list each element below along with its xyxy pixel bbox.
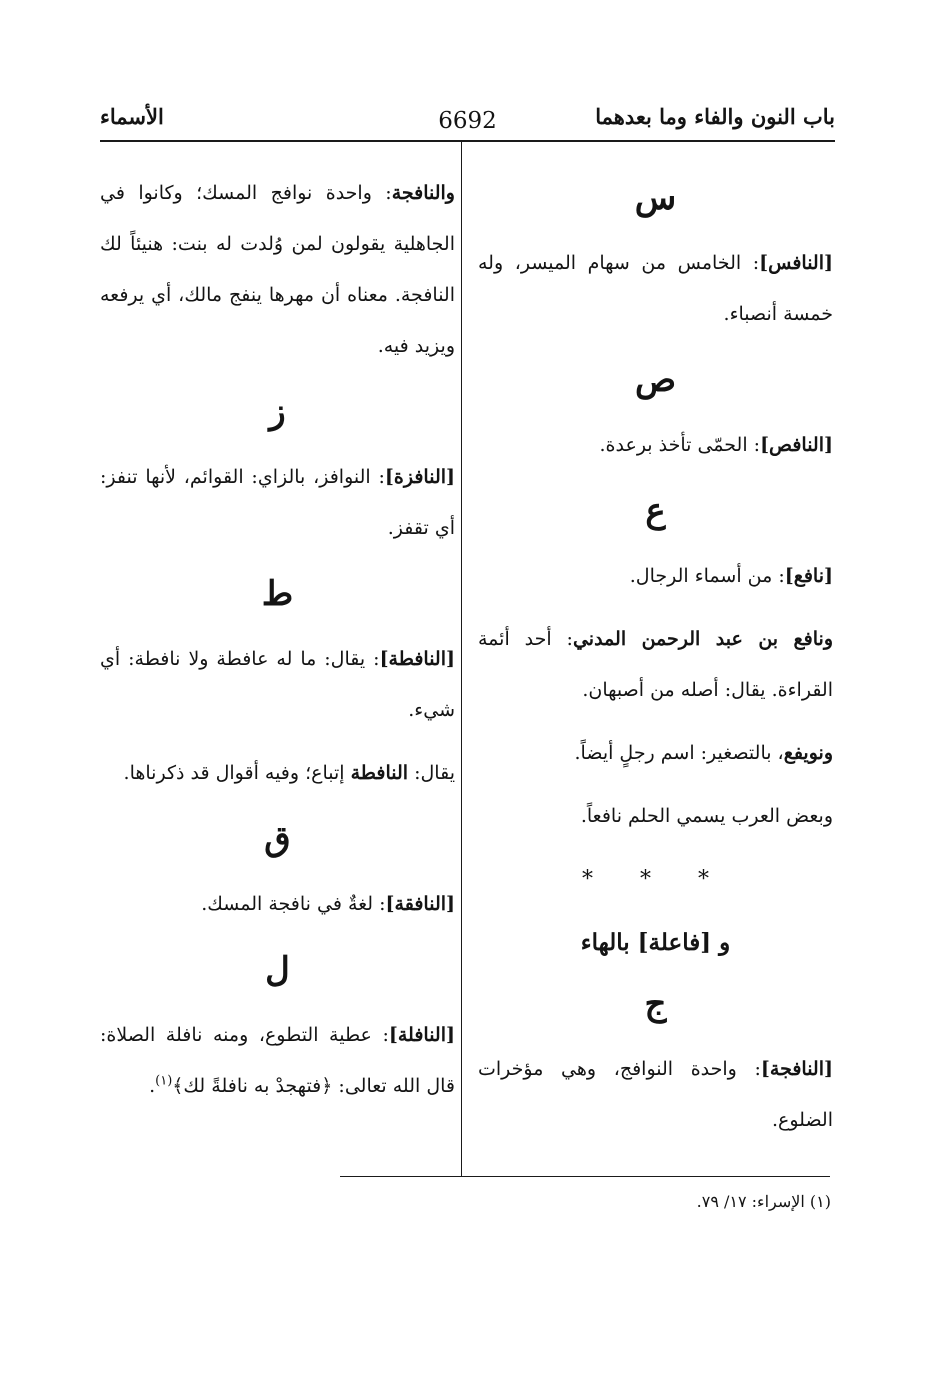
entry-keyword: [نافع] (784, 565, 833, 587)
header-rule (100, 140, 835, 142)
entry-nafija (478, 1044, 833, 1146)
section-title: الأسماء (100, 104, 164, 129)
page-number: 6692 (438, 108, 497, 134)
entry-text: : واحدة النوافج، وهي مؤخرات الضلوع. (478, 1058, 833, 1131)
entry-text: : النوافز، بالزاي: القوائم، لأنها تنفز: أي تقفز. (100, 466, 455, 539)
entry-nafis (478, 238, 833, 340)
entry-text: : أحد أئمة القراءة. يقال: أصله من أصبهان. (478, 628, 833, 701)
entry-nuwaifi (478, 728, 833, 779)
entry-nafita2 (100, 748, 455, 799)
footnote-rule (340, 1176, 830, 1177)
entry-nafiza (100, 452, 455, 554)
letter-heading-ta: ط (261, 574, 294, 614)
entry-text: يقال: (408, 762, 455, 784)
entry-text: : عطية التطوع، ومنه نافلة الصلاة: قال الله تعالى: ﴿فتهجدْ به نافلةً لك﴾ (100, 1024, 455, 1097)
left-column (100, 168, 455, 1124)
right-column (478, 168, 833, 1158)
entry-keyword: والنافجة (391, 182, 455, 204)
entry-keyword: [النافزة] (384, 466, 455, 488)
letter-heading-lam: ل (265, 950, 290, 990)
letter-heading-sin: س (634, 178, 677, 218)
entry-text: ، بالتصغير: اسم رجلٍ أيضاً. (574, 742, 784, 764)
entry-nafis2 (478, 420, 833, 471)
entry-text: : واحدة نوافج المسك؛ وكانوا في الجاهلية يقولون لمن وُلدت له بنت: هنيئاً لك النافجة. معناه أن مهرها ينفج مالك، أي يرفعه ويزيد فيه. (100, 182, 455, 357)
entry-keyword: [النافطة] (379, 648, 455, 670)
letter-heading-sad: ص (634, 360, 677, 400)
entry-nafija2 (100, 168, 455, 372)
entry-keyword: [النافقة] (385, 893, 455, 915)
entry-keyword: [النافجة] (760, 1058, 833, 1080)
section-separator: * * * (582, 867, 729, 892)
entry-text: : الخامس من سهام الميسر، وله خمسة أنصباء. (478, 252, 833, 325)
chapter-title: باب النون والفاء وما بعدهما (595, 104, 835, 129)
entry-text: . (149, 1075, 156, 1097)
page-header (100, 100, 835, 140)
letter-heading-qaf: ق (264, 819, 291, 859)
entry-keyword: النافطة (350, 762, 409, 784)
letter-heading-jim: ج (644, 984, 667, 1024)
entry-text: : يقال: ما له عافطة ولا نافطة: أي شيء. (100, 648, 455, 721)
letter-heading-zay: ز (269, 392, 286, 432)
entry-nafi-madani (478, 614, 833, 716)
entry-nafi (478, 551, 833, 602)
entry-text: : الحمّى تأخذ برعدة. (599, 434, 761, 456)
entry-keyword: [النافص] (760, 434, 833, 456)
column-divider (461, 142, 462, 1176)
entry-keyword: ونويفع (783, 742, 833, 764)
letter-heading-ain: ع (645, 491, 666, 531)
entry-hilm: وبعض العرب يسمي الحلم نافعاً. (580, 805, 833, 827)
entry-keyword: [النافلة] (388, 1024, 455, 1046)
entry-text: : لغةٌ في نافجة المسك. (201, 893, 386, 915)
entry-keyword: [النافس] (759, 252, 833, 274)
footnote: (١) الإسراء: ١٧/ ٧٩. (696, 1192, 831, 1211)
subheading: و [فاعلة] بالهاء (580, 929, 731, 956)
entry-text: إتباع؛ وفيه أقوال قد ذكرناها. (123, 762, 351, 784)
footnote-reference: (١) (155, 1073, 173, 1089)
entry-nafita (100, 634, 455, 736)
entry-text: : من أسماء الرجال. (629, 565, 785, 587)
entry-keyword: ونافع بن عبد الرحمن المدني (572, 628, 833, 650)
entry-nafiqa (100, 879, 455, 930)
entry-nafila (100, 1010, 455, 1112)
